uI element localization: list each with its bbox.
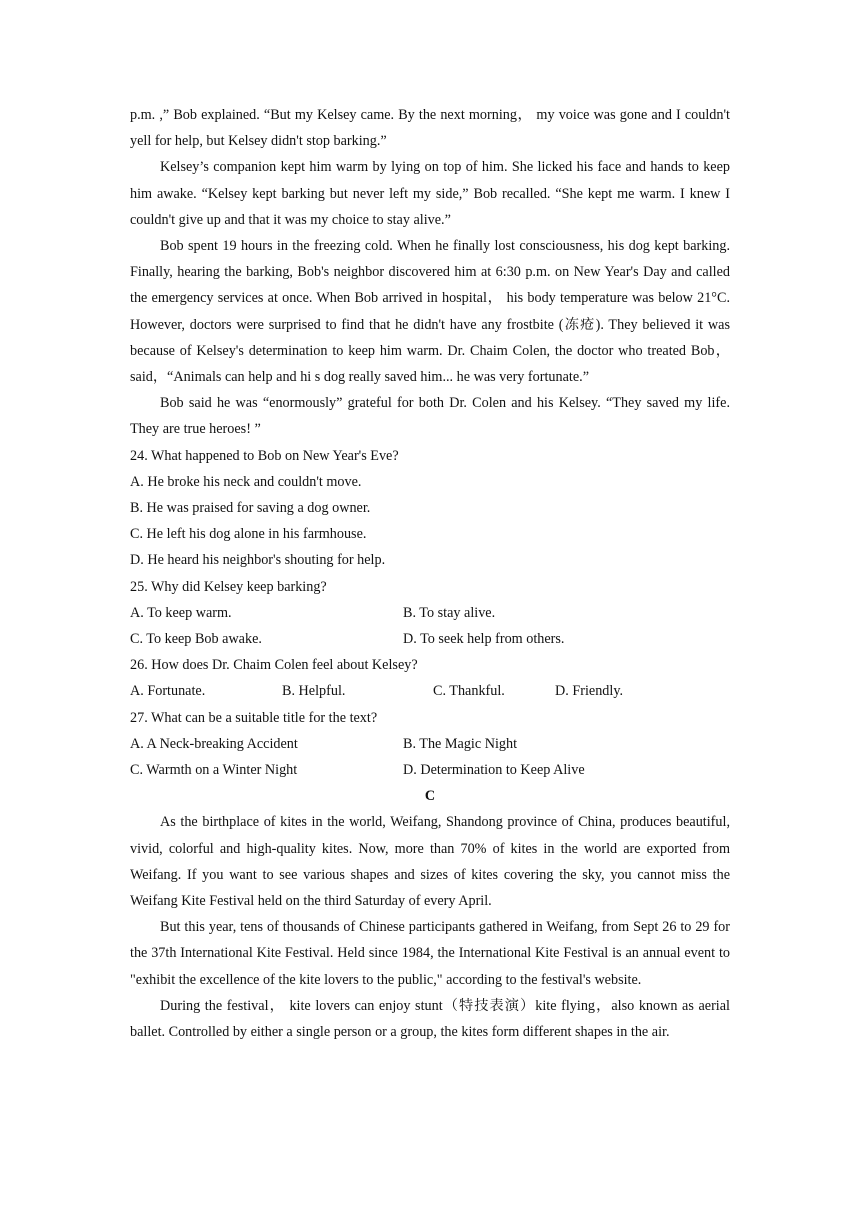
story-paragraph-2: Kelsey’s companion kept him warm by lying on top of him. She licked his face and hands to keep him awake. “Kelsey kept barking but never left my side,” Bob recalled. “She kept me warm. I knew I couldn't give up and that it was my choice to stay alive.” [130, 159, 730, 228]
document-page [130, 102, 730, 1045]
option-a: A. A Neck-breaking Accident [130, 735, 298, 752]
question-stem: 26. How does Dr. Chaim Colen feel about Kelsey? [130, 657, 418, 674]
option-row [130, 731, 730, 757]
question-27 [130, 705, 730, 784]
option-a: A. To keep warm. [130, 604, 232, 621]
question-24 [130, 443, 730, 574]
story-paragraph-3: Bob spent 19 hours in the freezing cold. When he finally lost consciousness, his dog kept barking. Finally, hearing the barking, Bob's neighbor discovered him at 6:30 p.m. on New Year's Day and called the emergency services at once. When Bob arrived in hospital， his body temperature was below 21°C. However, doctors were surprised to find that he didn't have any frostbite (冻疮). They believed it was because of Kelsey's determination to keep him warm. Dr. Chaim Colen, the doctor who treated Bob，said，“Animals can help and hi s dog really saved him... he was very fortunate.” [130, 238, 730, 386]
question-26 [130, 652, 730, 704]
option-b: B. He was praised for saving a dog owner. [130, 500, 371, 517]
option-row [130, 600, 730, 626]
section-c-paragraph-3: During the festival， kite lovers can enjoy stunt（特技表演）kite flying，also known as aerial ballet. Controlled by either a single person or a group, the kites form different shapes in the air. [130, 997, 730, 1041]
option-d: D. Determination to Keep Alive [403, 762, 585, 779]
option-c: C. Thankful. [433, 683, 505, 700]
option-a: A. He broke his neck and couldn't move. [130, 473, 362, 490]
option-row [130, 678, 730, 704]
option-row [130, 626, 730, 652]
question-25 [130, 574, 730, 653]
option-d: D. He heard his neighbor's shouting for help. [130, 552, 386, 569]
question-stem: 25. Why did Kelsey keep barking? [130, 578, 327, 595]
option-d: D. Friendly. [555, 683, 624, 700]
option-d: D. To seek help from others. [403, 631, 565, 648]
section-c-paragraph-2: But this year, tens of thousands of Chinese participants gathered in Weifang, from Sept 26 to 29 for the 37th International Kite Festival. Held since 1984, the International Kite Festival is an annual event to "exhibit the excellence of the kite lovers to the public," according to the festival's website. [130, 919, 730, 988]
option-c: C. Warmth on a Winter Night [130, 762, 298, 779]
story-paragraph-1: p.m. ,” Bob explained. “But my Kelsey came. By the next morning， my voice was gone and I couldn't yell for help, but Kelsey didn't stop barking.” [130, 107, 730, 150]
option-c: C. To keep Bob awake. [130, 631, 262, 648]
section-heading: C [424, 788, 436, 805]
option-c: C. He left his dog alone in his farmhouse. [130, 526, 367, 543]
section-c-paragraph-1: As the birthplace of kites in the world, Weifang, Shandong province of China, produces beautiful, vivid, colorful and high-quality kites. Now, more than 70% of kites in the world are exported from Weifang. If you want to see various shapes and sizes of kites covering the sky, you cannot miss the Weifang Kite Festival held on the third Saturday of every April. [130, 814, 730, 910]
question-stem: 27. What can be a suitable title for the text? [130, 709, 378, 726]
option-b: B. To stay alive. [403, 604, 496, 621]
option-b: B. Helpful. [282, 683, 346, 700]
question-stem: 24. What happened to Bob on New Year's Eve? [130, 447, 399, 464]
option-row [130, 757, 730, 783]
option-a: A. Fortunate. [130, 683, 206, 700]
option-b: B. The Magic Night [403, 735, 518, 752]
story-paragraph-4: Bob said he was “enormously” grateful for both Dr. Colen and his Kelsey. “They saved my life. They are true heroes! ” [130, 395, 730, 438]
